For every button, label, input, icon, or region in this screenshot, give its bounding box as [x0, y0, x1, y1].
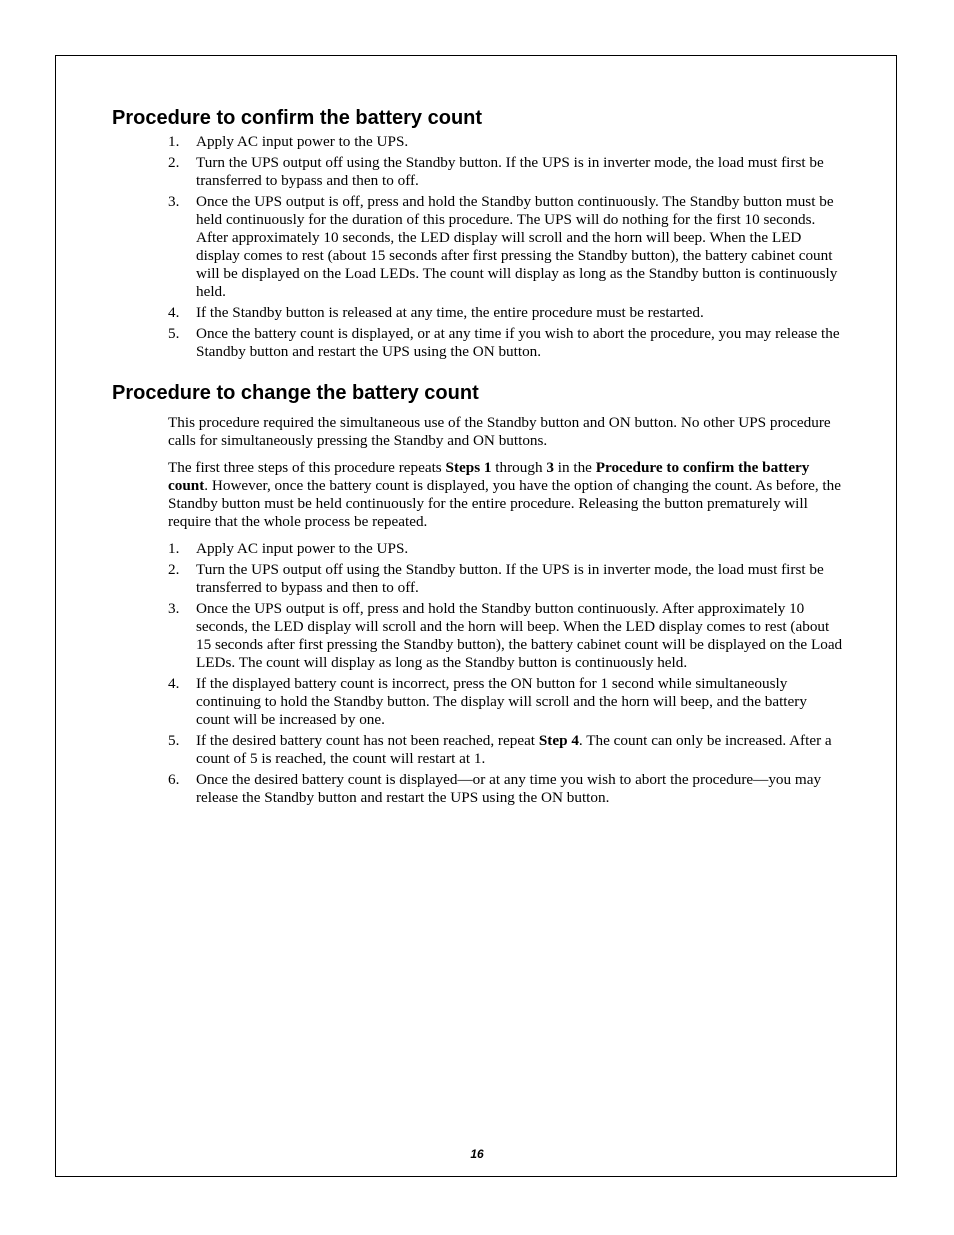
step-number: 2. — [168, 561, 180, 578]
step-text: Apply AC input power to the UPS. — [196, 133, 409, 150]
step-text: Apply AC input power to the UPS. — [196, 540, 409, 557]
step-number: 5. — [168, 732, 180, 749]
para-text: . However, once the battery count is displayed, you have the option of changing the count. As before, the Standby button must be held continuously for the entire procedure. Releasing the button prematurely will require that the whole process be repeated. — [168, 477, 841, 530]
list-item — [168, 325, 843, 361]
step-text: If the displayed battery count is incorrect, press the ON button for 1 second while simultaneously continuing to hold the Standby button. The display will scroll and the horn will beep, and the battery count will be increased by one. — [196, 675, 807, 728]
step-number: 1. — [168, 540, 180, 557]
list-item — [168, 133, 843, 151]
section-heading-confirm: Procedure to confirm the battery count — [112, 107, 483, 129]
step-3-ref-bold: 3 — [546, 459, 554, 476]
list-item — [168, 771, 843, 807]
list-item — [168, 193, 843, 301]
para-text: through — [491, 459, 547, 476]
list-item — [168, 600, 843, 672]
list-item — [168, 732, 843, 768]
step-text-part: If the desired battery count has not been reached, repeat — [196, 732, 539, 749]
step-text: Turn the UPS output off using the Standby button. If the UPS is in inverter mode, the load must first be transferred to bypass and then to off. — [196, 561, 824, 596]
list-item — [168, 675, 843, 729]
confirm-steps-list — [168, 133, 843, 364]
para-text: The first three steps of this procedure repeats — [168, 459, 446, 476]
procedure-ref-bold: Procedure to confirm the battery count — [168, 459, 810, 494]
step-number: 5. — [168, 325, 180, 342]
para-text: in the — [553, 459, 596, 476]
step-number: 3. — [168, 193, 180, 210]
step-text: Turn the UPS output off using the Standby button. If the UPS is in inverter mode, the load must first be transferred to bypass and then to off. — [196, 154, 824, 189]
step-text — [196, 732, 832, 767]
step-text: Once the battery count is displayed, or at any time if you wish to abort the procedure, you may release the Standby button and restart the UPS using the ON button. — [196, 325, 840, 360]
step-number: 6. — [168, 771, 180, 788]
step-number: 4. — [168, 675, 180, 692]
list-item — [168, 154, 843, 190]
change-steps-list — [168, 540, 843, 810]
step-text-part: . The count can only be increased. After a count of 5 is reached, the count will restart at 1. — [196, 732, 832, 767]
step-number: 2. — [168, 154, 180, 171]
step-number: 4. — [168, 304, 180, 321]
section-heading-change: Procedure to change the battery count — [112, 382, 479, 404]
page-number: 16 — [470, 1147, 484, 1161]
step-ref-bold: Step 4 — [538, 732, 579, 749]
step-text: Once the desired battery count is displayed—or at any time you wish to abort the procedure—you may release the Standby button and restart the UPS using the ON button. — [196, 771, 822, 806]
list-item — [168, 561, 843, 597]
steps-ref-bold: Steps 1 — [445, 459, 492, 476]
step-text: Once the UPS output is off, press and hold the Standby button continuously. After approximately 10 seconds, the LED display will scroll and the horn will beep. When the LED display comes to rest (about 15 seconds after first pressing the Standby button), the battery cabinet count will be displayed on the Load LEDs. The count will display as long as the Standby button is continuously held. — [196, 600, 843, 671]
step-number: 3. — [168, 600, 180, 617]
step-number: 1. — [168, 133, 180, 150]
step-text: Once the UPS output is off, press and hold the Standby button continuously. The Standby button must be held continuously for the duration of this procedure. The UPS will do nothing for the first 10 seconds. After approximately 10 seconds, the LED display will scroll and the horn will beep. When the LED display comes to rest (about 15 seconds after first pressing the Standby button), the battery cabinet count will be displayed on the Load LEDs. The count will display as long as the Standby button is continuously held. — [196, 193, 838, 300]
list-item — [168, 304, 843, 322]
step-text: If the Standby button is released at any time, the entire procedure must be restarted. — [196, 304, 704, 321]
steps-reference-paragraph — [168, 459, 843, 531]
list-item — [168, 540, 843, 558]
intro-paragraph: This procedure required the simultaneous use of the Standby button and ON button. No other UPS procedure calls for simultaneously pressing the Standby and ON buttons. — [168, 414, 831, 449]
